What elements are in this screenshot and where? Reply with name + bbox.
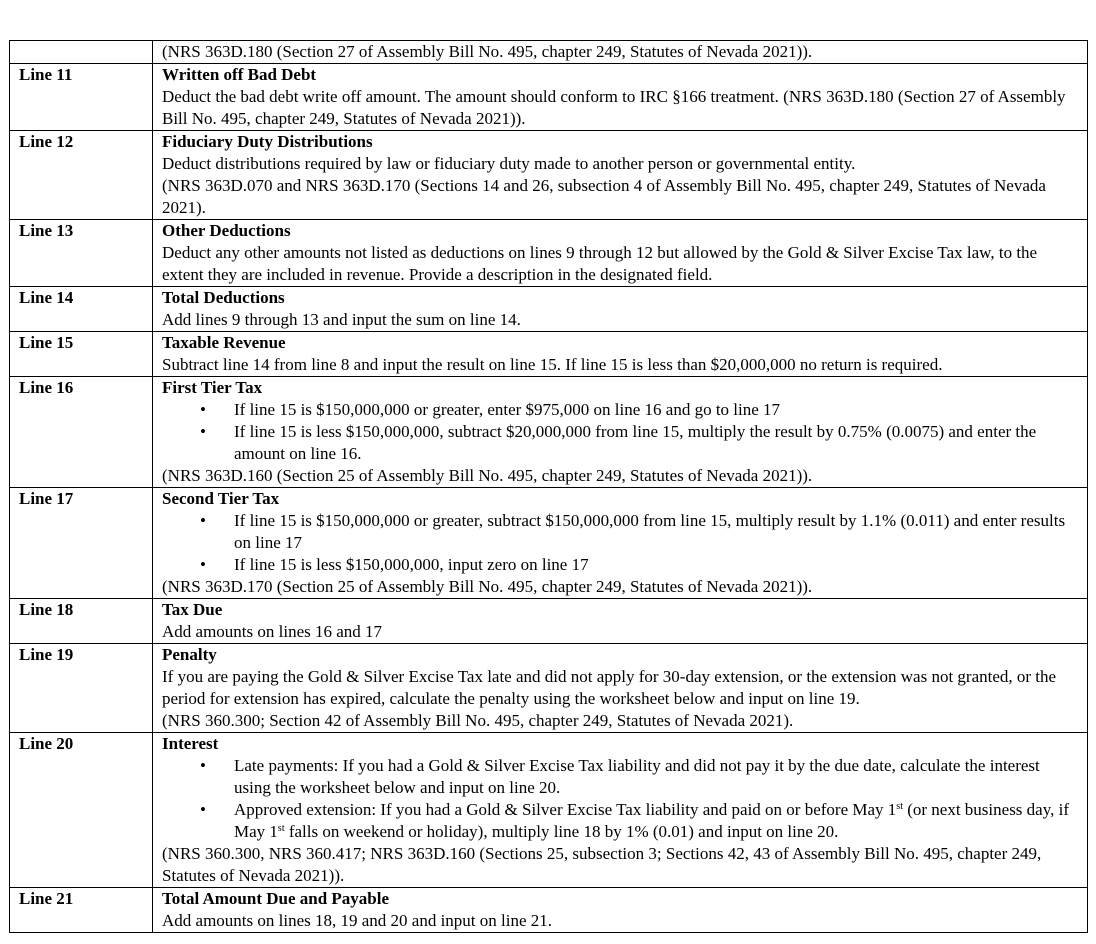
line-number: Line 20 — [10, 733, 153, 888]
instruction-cell — [153, 377, 1088, 488]
table-row — [10, 41, 1088, 64]
line-number: Line 17 — [10, 488, 153, 599]
instruction-cell — [153, 599, 1088, 644]
table-row — [10, 220, 1088, 287]
line-number: Line 11 — [10, 64, 153, 131]
table-row — [10, 644, 1088, 733]
instruction-title: Total Amount Due and Payable — [162, 889, 390, 908]
bullet-item: • Late payments: If you had a Gold & Silver Excise Tax liability and did not pay it by the due date, calculate the interest using the worksheet below and input on line 20. — [234, 755, 1079, 799]
line-number: Line 21 — [10, 888, 153, 933]
instruction-text: (NRS 363D.070 and NRS 363D.170 (Sections 14 and 26, subsection 4 of Assembly Bill No. 495, chapter 249, Statutes of Nevada 2021). — [162, 176, 1046, 217]
citation-text: (NRS 363D.170 (Section 25 of Assembly Bill No. 495, chapter 249, Statutes of Nevada 2021)). — [162, 577, 813, 596]
table-row — [10, 64, 1088, 131]
bullet-item: • If line 15 is less $150,000,000, subtract $20,000,000 from line 15, multiply the result by 0.75% (0.0075) and enter the amount on line 16. — [234, 421, 1079, 465]
instruction-cell — [153, 888, 1088, 933]
bullet-item: • Approved extension: If you had a Gold & Silver Excise Tax liability and paid on or before May 1st (or next business day, if May 1st falls on weekend or holiday), multiply line 18 by 1% (0.01) and input on line 20. — [234, 799, 1079, 843]
instructions-table-body — [10, 41, 1088, 933]
instruction-title: Penalty — [162, 645, 217, 664]
line-number: Line 18 — [10, 599, 153, 644]
instruction-title: Total Deductions — [162, 288, 285, 307]
line-number: Line 13 — [10, 220, 153, 287]
line-number — [10, 41, 153, 64]
instruction-title: Tax Due — [162, 600, 223, 619]
bullet-item: • If line 15 is $150,000,000 or greater, subtract $150,000,000 from line 15, multiply result by 1.1% (0.011) and enter results on line 17 — [234, 510, 1079, 554]
instruction-text: Deduct the bad debt write off amount. The amount should conform to IRC §166 treatment. (NRS 363D.180 (Section 27 of Assembly Bill No. 495, chapter 249, Statutes of Nevada 2021)). — [162, 87, 1066, 128]
bullet-list — [162, 399, 1079, 465]
table-row — [10, 332, 1088, 377]
instruction-cell — [153, 644, 1088, 733]
instruction-cell — [153, 287, 1088, 332]
instruction-title: Fiduciary Duty Distributions — [162, 132, 373, 151]
instruction-cell — [153, 64, 1088, 131]
citation-text: (NRS 360.300, NRS 360.417; NRS 363D.160 (Sections 25, subsection 3; Sections 42, 43 of Assembly Bill No. 495, chapter 249, Statutes of Nevada 2021)). — [162, 844, 1042, 885]
instruction-text: Add amounts on lines 16 and 17 — [162, 622, 383, 641]
bullet-item: • If line 15 is less $150,000,000, input zero on line 17 — [234, 554, 1079, 576]
instruction-cell — [153, 733, 1088, 888]
line-number: Line 12 — [10, 131, 153, 220]
citation-text: (NRS 363D.160 (Section 25 of Assembly Bill No. 495, chapter 249, Statutes of Nevada 2021)). — [162, 466, 813, 485]
table-row — [10, 599, 1088, 644]
line-number: Line 19 — [10, 644, 153, 733]
instruction-cell — [153, 220, 1088, 287]
table-row — [10, 733, 1088, 888]
instruction-text: (NRS 363D.180 (Section 27 of Assembly Bill No. 495, chapter 249, Statutes of Nevada 2021)). — [162, 42, 813, 61]
table-row — [10, 888, 1088, 933]
bullet-list — [162, 755, 1079, 843]
table-row — [10, 287, 1088, 332]
instruction-title: Second Tier Tax — [162, 489, 280, 508]
instruction-cell — [153, 41, 1088, 64]
instruction-text: (NRS 360.300; Section 42 of Assembly Bill No. 495, chapter 249, Statutes of Nevada 2021). — [162, 711, 794, 730]
table-row — [10, 131, 1088, 220]
instruction-cell — [153, 488, 1088, 599]
instruction-text: Deduct any other amounts not listed as deductions on lines 9 through 12 but allowed by the Gold & Silver Excise Tax law, to the extent they are included in revenue. Provide a description in the designated field. — [162, 243, 1038, 284]
instruction-title: First Tier Tax — [162, 378, 263, 397]
instruction-text: Add lines 9 through 13 and input the sum on line 14. — [162, 310, 521, 329]
instruction-title: Interest — [162, 734, 219, 753]
instruction-text: Subtract line 14 from line 8 and input the result on line 15. If line 15 is less than $20,000,000 no return is required. — [162, 355, 943, 374]
line-number: Line 15 — [10, 332, 153, 377]
table-row — [10, 488, 1088, 599]
bullet-list — [162, 510, 1079, 576]
instructions-table — [9, 40, 1088, 933]
instruction-text: If you are paying the Gold & Silver Excise Tax late and did not apply for 30-day extension, or the extension was not granted, or the period for extension has expired, calculate the penalty using the worksheet below and input on line 19. — [162, 667, 1057, 708]
instruction-cell — [153, 332, 1088, 377]
instruction-title: Written off Bad Debt — [162, 65, 317, 84]
instruction-cell — [153, 131, 1088, 220]
instruction-title: Other Deductions — [162, 221, 291, 240]
instruction-text: Add amounts on lines 18, 19 and 20 and input on line 21. — [162, 911, 553, 930]
instruction-text: Deduct distributions required by law or fiduciary duty made to another person or governmental entity. — [162, 154, 856, 173]
line-number: Line 16 — [10, 377, 153, 488]
instruction-title: Taxable Revenue — [162, 333, 286, 352]
bullet-item: • If line 15 is $150,000,000 or greater, enter $975,000 on line 16 and go to line 17 — [234, 399, 1079, 421]
line-number: Line 14 — [10, 287, 153, 332]
table-row — [10, 377, 1088, 488]
